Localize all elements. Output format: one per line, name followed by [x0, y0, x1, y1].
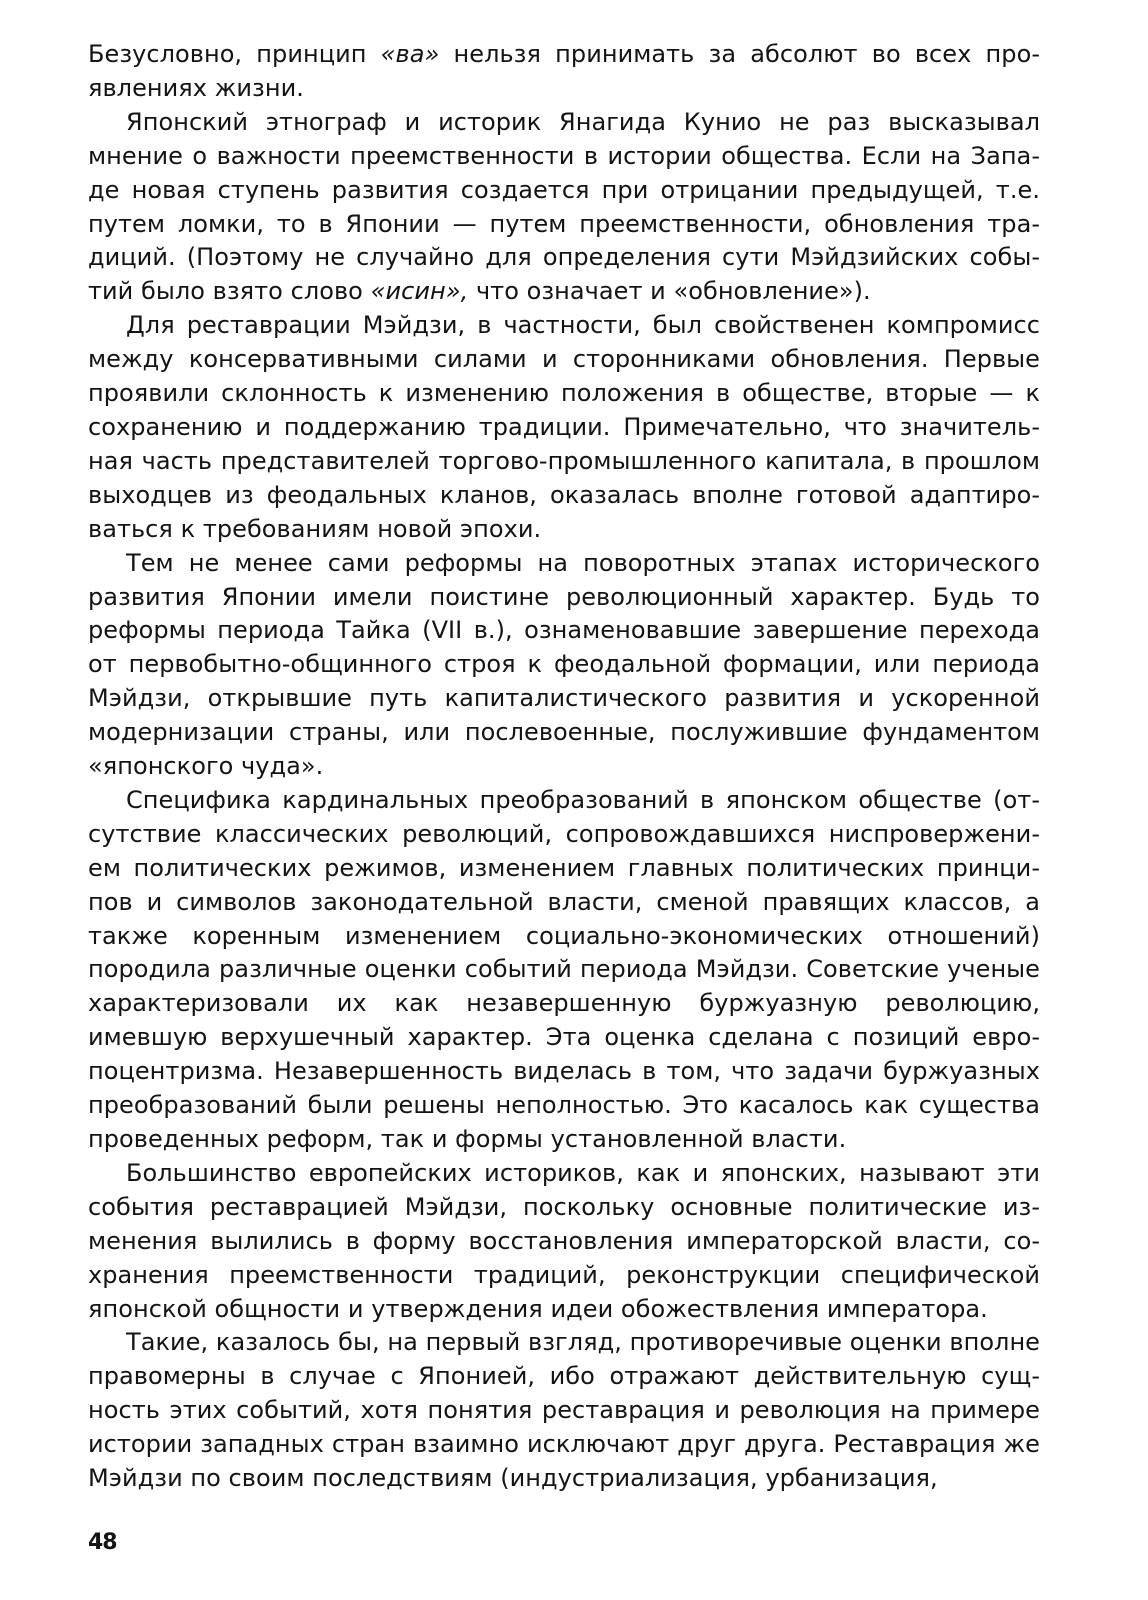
paragraph-text-italic: «ва» [380, 40, 440, 68]
paragraph [88, 38, 1040, 106]
paragraph-text: Для реставрации Мэйдзи, в частности, был свойственен компромисс между консервативными силами и сторонниками обновления. Первые проявили склонность к изменению положения в обществе, вторые — к сохранению и поддержанию традиции. Примечательно, что значительная часть представителей торгово-промышленного капитала, в прошлом выходцев из феодальных кланов, оказалась вполне готовой адаптироваться к требованиям новой эпохи. [88, 311, 1040, 543]
page-number: 48 [88, 1530, 117, 1555]
paragraph [88, 1157, 1040, 1327]
paragraph-text: Тем не менее сами реформы на поворотных этапах исторического развития Японии имели поистине революционный характер. Будь то реформы периода Тайка (VII в.), ознаменовавшие завершение перехода от первобытно-общинного строя к феодальной формации, или периода Мэйдзи, открывшие путь капиталистического развития и ускоренной модернизации страны, или послевоенные, послужившие фундаментом «японского чуда». [88, 548, 1040, 781]
paragraph-text: что означает и «обновление»). [468, 277, 871, 306]
paragraph-text-italic: «исин», [370, 277, 469, 306]
paragraph-text: Японский этнограф и историк Янагида Кунио не раз высказывал мнение о важности преемственности в истории общества. Если на Западе новая ступень развития создается при отрицании предыдущей, т.е. путем ломки, то в Японии — путем преемственности, обновления традиций. (Поэтому не случайно для определения сути Мэйдзийских событий было взято слово [88, 107, 1040, 306]
paragraph-text: Специфика кардинальных преобразований в японском обществе (отсутствие классических революций, сопровождавшихся ниспровержением политических режимов, изменением главных политических принципов и символов законодательной власти, сменой правящих классов, а также коренным изменением социально-экономических отношений) породила различные оценки событий периода Мэйдзи. Советские ученые характеризовали их как незавершенную буржуазную революцию, имевшую верхушечный характер. Эта оценка сделана с позиций европоцентризма. Незавершенность виделась в том, что задачи буржуазных преобразований были решены неполностью. Это касалось как существа проведенных реформ, так и формы установленной власти. [88, 785, 1040, 1153]
page-body [88, 38, 1040, 1496]
paragraph-text: нельзя принимать за абсолют во всех проявлениях жизни. [88, 40, 1040, 102]
paragraph [88, 106, 1040, 309]
paragraph [88, 784, 1040, 1157]
paragraph [88, 547, 1040, 784]
paragraph [88, 1326, 1040, 1496]
paragraph-text: Большинство европейских историков, как и японских, называют эти события реставрацией Мэйдзи, поскольку основные политические изменения вылились в форму восстановления императорской власти, сохранения преемственности традиций, реконструкции специфической японской общности и утверждения идеи обожествления императора. [88, 1158, 1040, 1323]
paragraph-text: Такие, казалось бы, на первый взгляд, противоречивые оценки вполне правомерны в случае с Японией, ибо отражают действительную сущность этих событий, хотя понятия реставрация и революция на примере истории западных стран взаимно исключают друг друга. Реставрация же Мэйдзи по своим последствиям (индустриализация, урбанизация, [88, 1328, 1040, 1493]
paragraph [88, 309, 1040, 546]
paragraph-text: Безусловно, принцип [88, 40, 381, 68]
